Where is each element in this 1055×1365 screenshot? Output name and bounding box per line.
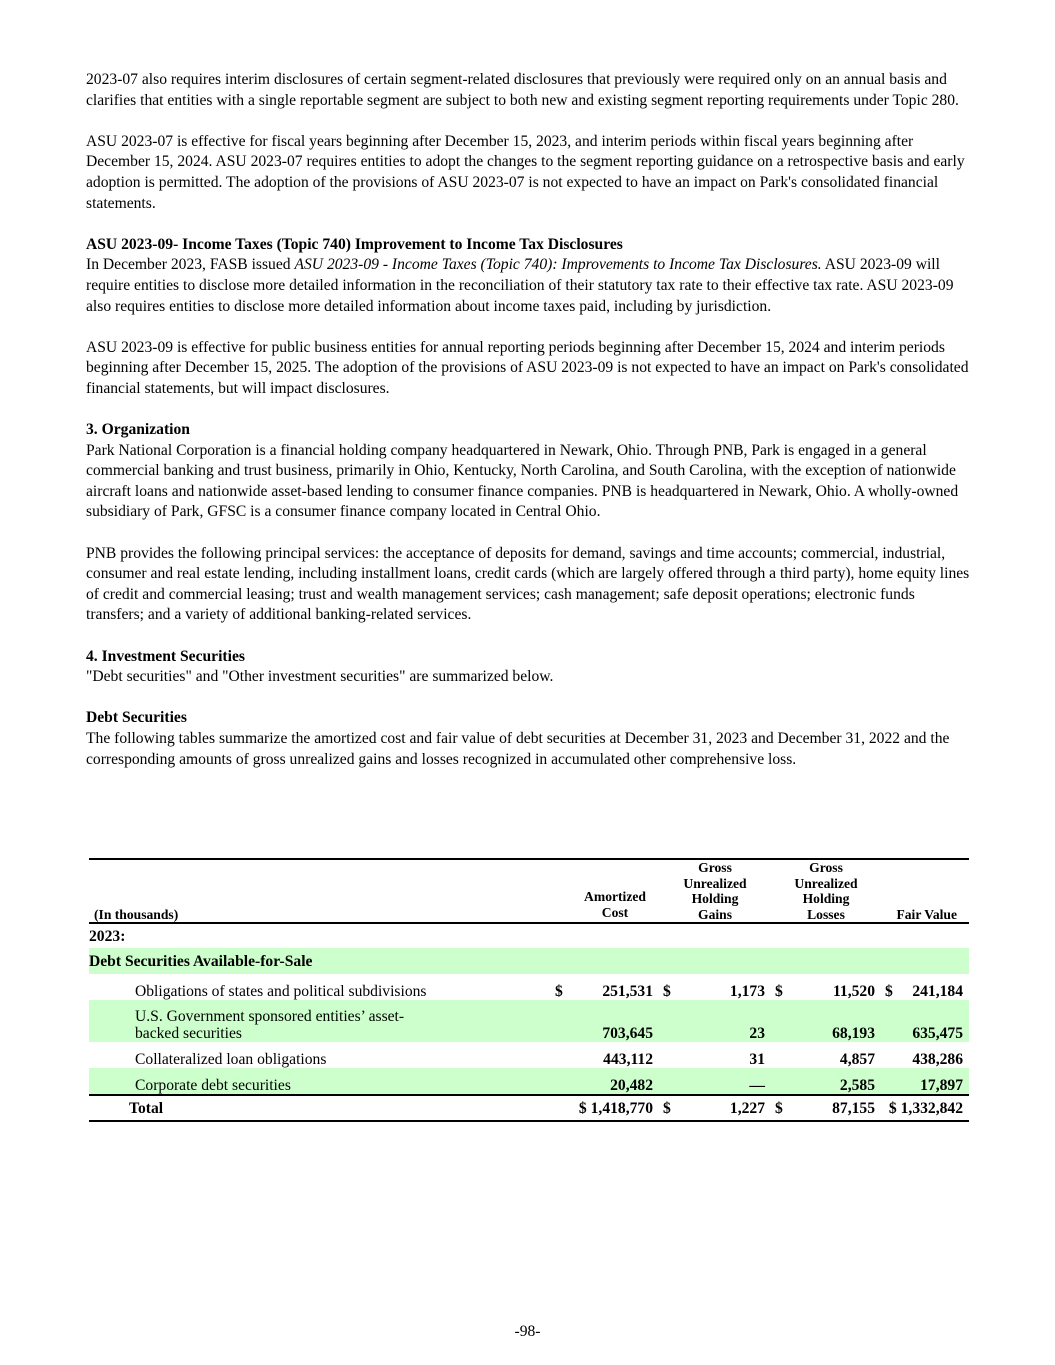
amortized-cost-value: 251,531 — [602, 983, 653, 1000]
paragraph-organization-2: PNB provides the following principal services: the acceptance of deposits for demand, savings and time accounts; commercial, industrial, consumer and real estate lending, including installment loans, credit cards (which are largely offered through a third party), home equity lines of credit and commercial leasing; trust and wealth management services; cash management; safe deposit operations; electronic funds transfers; and a variety of additional banking-related services. — [86, 544, 970, 624]
paragraph-debt-securities: The following tables summarize the amortized cost and fair value of debt securities at December 31, 2023 and December 31, 2022 and the corresponding amounts of gross unrealized gains and losses recognized in accumulated other comprehensive loss. — [86, 730, 950, 768]
paragraph-asu-2023-09-effective: ASU 2023-09 is effective for public business entities for annual reporting periods beginning after December 15, 2024 and interim periods beginning after December 15, 2025. The adoption of the provisions of ASU 2023-09 is not expected to have an impact on Park's consolidated financial statements, but will impact disclosures. — [86, 338, 969, 397]
currency-symbol: $ — [578, 1099, 587, 1117]
table-row — [89, 1000, 969, 1042]
losses-value: 4,857 — [839, 1051, 875, 1068]
heading-debt-securities: Debt Securities — [86, 709, 187, 727]
empty-cell — [551, 1000, 571, 1042]
currency-symbol: $ — [885, 983, 893, 1000]
document-body — [86, 70, 970, 770]
paragraph-organization-1: Park National Corporation is a financial holding company headquartered in Newark, Ohio. Through PNB, Park is engaged in a general commercial banking and trust business, primarily in Ohio, Kentucky, North Carolina, and South Carolina, with the exception of nationwide aircraft loans and nationwide asset-based lending to consumer finance companies. PNB is headquartered in Newark, Ohio. A wholly-owned subsidiary of Park, GFSC is a consumer finance company located in Central Ohio. — [86, 441, 959, 521]
currency-symbol: $ — [555, 983, 563, 1000]
paragraph-investment-securities: "Debt securities" and "Other investment securities" are summarized below. — [86, 668, 554, 686]
empty-cell — [551, 1068, 571, 1095]
paragraph-asu-2023-07-effective: ASU 2023-07 is effective for fiscal years beginning after December 15, 2023, and interim periods within fiscal years beginning after December 15, 2024. ASU 2023-07 requires entities to adopt the changes to the segment reporting guidance on a retrospective basis and early adoption is permitted. The adoption of the provisions of ASU 2023-07 is not expected to have an impact on Park's consolidated financial statements. — [86, 132, 965, 212]
empty-cell — [771, 1000, 791, 1042]
debt-securities-table — [89, 858, 969, 1122]
paragraph-asu-2023-09-issued — [86, 255, 970, 317]
fair-value-value: 17,897 — [920, 1077, 963, 1094]
currency-symbol: $ — [659, 1095, 679, 1121]
total-gains: 1,227 — [679, 1095, 771, 1121]
gains-value: 1,173 — [729, 983, 765, 1000]
empty-cell — [881, 1000, 901, 1042]
row-label: U.S. Government sponsored entities’ asset-backed securities — [135, 1008, 405, 1042]
currency-symbol: $ — [775, 983, 783, 1000]
asu-title-italic: ASU 2023-09 - Income Taxes (Topic 740): Improvements to Income Tax Disclosures. — [294, 256, 822, 274]
category-label: Debt Securities Available-for-Sale — [89, 952, 313, 970]
total-fair-value-value: 1,332,842 — [900, 1099, 963, 1117]
empty-cell — [881, 1068, 901, 1095]
header-gains — [659, 859, 771, 923]
amortized-cost-value: 703,645 — [602, 1025, 653, 1042]
empty-cell — [659, 1068, 679, 1095]
empty-cell — [551, 1042, 571, 1068]
text-prefix: In December 2023, FASB issued — [86, 256, 295, 274]
paragraph-asu-2023-07-cont: 2023-07 also requires interim disclosures of certain segment-related disclosures that previously were required only on an annual basis and clarifies that entities with a single reportable segment are subject to both new and existing segment reporting requirements under Topic 280. — [86, 71, 959, 109]
currency-symbol: $ — [888, 1099, 897, 1117]
empty-cell — [771, 1068, 791, 1095]
gains-value: 31 — [749, 1051, 765, 1068]
header-amortized-cost-text: Amortized Cost — [584, 889, 646, 920]
losses-value: 68,193 — [832, 1025, 875, 1042]
header-losses — [771, 859, 881, 923]
empty-cell — [771, 1042, 791, 1068]
currency-symbol: $ — [663, 983, 671, 1000]
table-row — [89, 1042, 969, 1068]
total-losses: 87,155 — [791, 1095, 881, 1121]
heading-asu-2023-09: ASU 2023-09- Income Taxes (Topic 740) Improvement to Income Tax Disclosures — [86, 235, 623, 253]
gains-value: — — [749, 1077, 765, 1094]
row-label: Obligations of states and political subdivisions — [135, 983, 427, 1000]
table-year-row — [89, 923, 969, 948]
text-suffix: ASU 2023-09 will require entities to disclose more detailed information in the reconciliation of their statutory tax rate to their effective tax rate. ASU 2023-09 also requires entities to disclose more detailed information about income taxes paid, including by jurisdiction. — [86, 256, 954, 315]
currency-symbol: $ — [771, 1095, 791, 1121]
table-row — [89, 974, 969, 1000]
table-category-row — [89, 948, 969, 974]
total-label: Total — [89, 1095, 551, 1121]
total-amortized-cost-value: 1,418,770 — [590, 1099, 653, 1117]
gains-value: 23 — [749, 1025, 765, 1042]
losses-value: 11,520 — [832, 983, 875, 1000]
heading-investment-securities: 4. Investment Securities — [86, 647, 245, 665]
table-row — [89, 1068, 969, 1095]
fair-value-value: 241,184 — [912, 983, 963, 1000]
row-label: Collateralized loan obligations — [135, 1051, 327, 1068]
header-fair-value: Fair Value — [881, 859, 969, 923]
empty-cell — [659, 1042, 679, 1068]
total-amortized-cost — [551, 1095, 659, 1121]
losses-value: 2,585 — [839, 1077, 875, 1094]
fair-value-value: 635,475 — [912, 1025, 963, 1042]
page-number: -98- — [514, 1323, 541, 1340]
amortized-cost-value: 20,482 — [610, 1077, 653, 1094]
header-gains-text: Gross Unrealized Holding Gains — [683, 860, 747, 922]
heading-organization: 3. Organization — [86, 421, 190, 439]
header-amortized-cost — [551, 859, 659, 923]
total-fair-value — [881, 1095, 969, 1121]
empty-cell — [881, 1042, 901, 1068]
header-label: (In thousands) — [89, 859, 551, 923]
header-losses-text: Gross Unrealized Holding Losses — [794, 860, 858, 922]
year-label: 2023: — [89, 927, 126, 945]
table-header-row — [89, 859, 969, 923]
table-total-row — [89, 1095, 969, 1121]
fair-value-value: 438,286 — [912, 1051, 963, 1068]
row-label: Corporate debt securities — [135, 1077, 291, 1094]
empty-cell — [659, 1000, 679, 1042]
amortized-cost-value: 443,112 — [603, 1051, 653, 1068]
